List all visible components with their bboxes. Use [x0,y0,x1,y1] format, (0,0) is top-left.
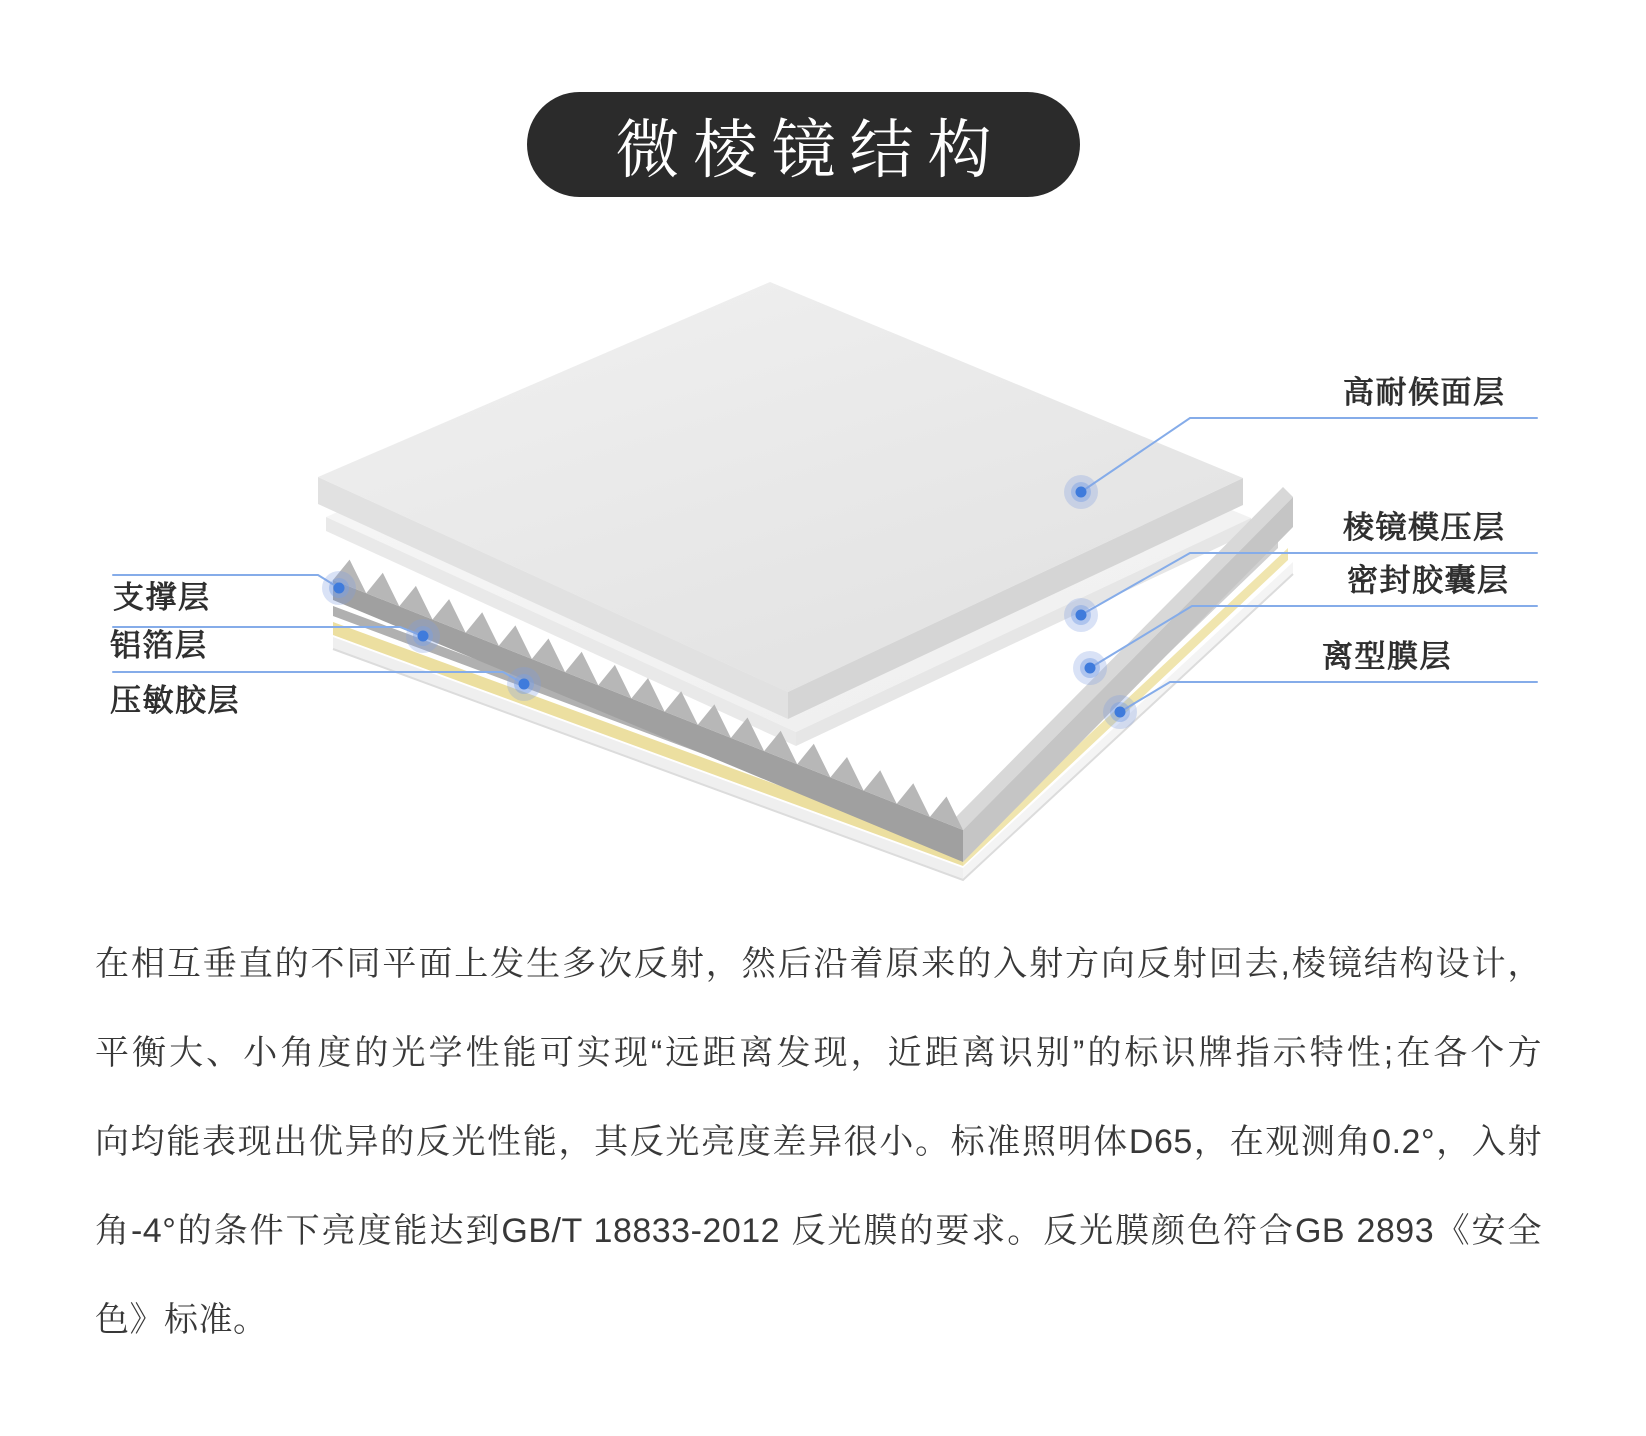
dot-prism-layer [1064,598,1098,632]
label-capsule-layer: 密封胶囊层 [1347,563,1510,598]
description-line: 角-4°的条件下亮度能达到GB/T 18833-2012 反光膜的要求。反光膜颜色符合GB 2893《安全 [95,1212,1542,1250]
dot-adhesive-layer [507,667,541,701]
dot-surface-layer [1064,475,1098,509]
dot-release-layer [1103,695,1137,729]
description-paragraph [95,920,1542,1365]
label-foil-layer: 铝箔层 [110,628,208,663]
leader-release-layer [1120,682,1537,712]
dot-foil-layer [406,619,440,653]
label-adhesive-layer: 压敏胶层 [110,683,240,718]
page-title: 微棱镜结构 [615,113,1006,186]
label-prism-layer: 棱镜模压层 [1343,510,1506,545]
title-badge [527,92,1080,197]
description-line: 在相互垂直的不同平面上发生多次反射，然后沿着原来的入射方向反射回去,棱镜结构设计， [95,945,1542,983]
label-support-layer: 支撑层 [113,580,211,615]
description-line: 色》标准。 [95,1301,268,1339]
description-line: 平衡大、小角度的光学性能可实现“远距离发现，近距离识别”的标识牌指示特性;在各个方 [95,1034,1542,1072]
label-surface-layer: 高耐候面层 [1343,375,1506,410]
dot-support-layer [322,571,356,605]
description-line: 向均能表现出优异的反光性能，其反光亮度差异很小。标准照明体D65，在观测角0.2°，入射 [95,1123,1542,1161]
dot-capsule-layer [1073,651,1107,685]
label-release-layer: 离型膜层 [1322,639,1452,674]
